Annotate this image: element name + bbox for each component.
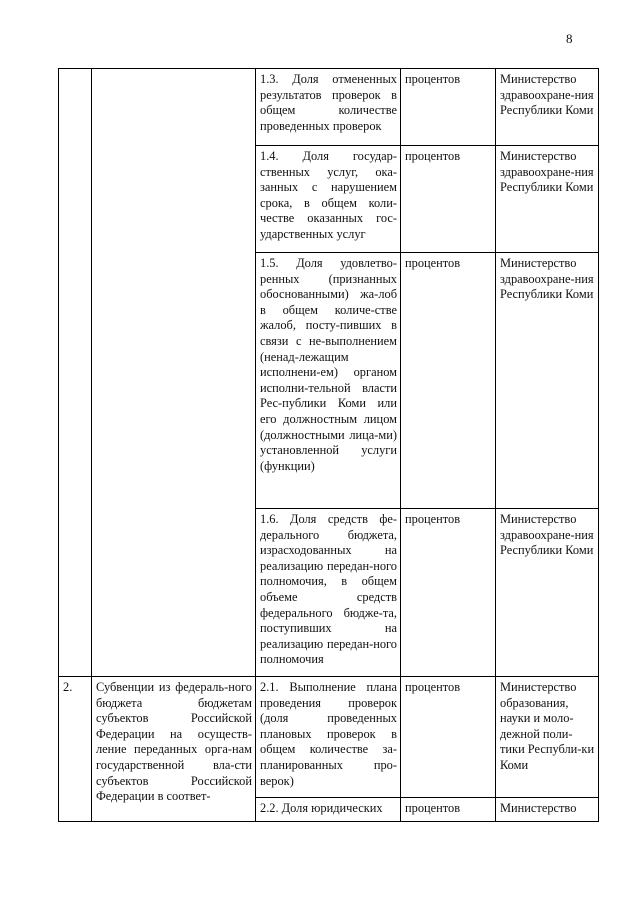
unit-cell: процентов [401,69,496,146]
responsible-cell: Министерство [496,798,599,822]
responsible-cell: Министерство здравоохране-ния Республики Коми [496,69,599,146]
indicators-table [58,68,599,822]
indicator-cell: 1.4. Доля государ-ственных услуг, ока-занных с нарушением срока, в общем коли-честве оказанных гос-ударственных услуг [256,146,401,253]
unit-cell: процентов [401,677,496,798]
unit-cell: процентов [401,509,496,677]
unit-cell: процентов [401,146,496,253]
indicator-cell: 1.6. Доля средств фе-дерального бюджета, израсходованных на реализацию передан-ного полномочия, в общем объеме средств федерального бюдже-та, поступивших на реализацию передан-ного полномочия [256,509,401,677]
unit-cell: процентов [401,798,496,822]
subvention-name-cell: Субвенции из федераль-ного бюджета бюджетам субъектов Российской Федерации на осуществ-ление переданных орга-нам государственной вла-сти субъектов Российской Федерации в соответ- [92,677,256,822]
indicator-cell: 1.3. Доля отмененных результатов проверок в общем количестве проведенных проверок [256,69,401,146]
responsible-cell: Министерство образования, науки и моло-дежной поли-тики Республи-ки Коми [496,677,599,798]
unit-cell: процентов [401,253,496,509]
indicator-cell: 2.2. Доля юридических [256,798,401,822]
responsible-cell: Министерство здравоохране-ния Республики Коми [496,253,599,509]
row-number-cell: 2. [59,677,92,822]
row-number-cell [59,69,92,677]
responsible-cell: Министерство здравоохране-ния Республики Коми [496,146,599,253]
table-row [59,69,599,146]
indicator-cell: 1.5. Доля удовлетво-ренных (признанных обоснованными) жа-лоб в общем количе-стве жалоб, посту-пивших в связи с не-выполнением (ненад-лежащим исполнени-ем) органом исполни-тельной власти Рес-публики Коми или его должностным лицом (должностными лица-ми) установленной услуги (функции) [256,253,401,509]
responsible-cell: Министерство здравоохране-ния Республики Коми [496,509,599,677]
indicator-cell: 2.1. Выполнение плана проведения проверок (доля проведенных плановых проверок в общем количестве за-планированных про-верок) [256,677,401,798]
page-number: 8 [566,31,573,46]
table-row [59,677,599,798]
subvention-name-cell [92,69,256,677]
